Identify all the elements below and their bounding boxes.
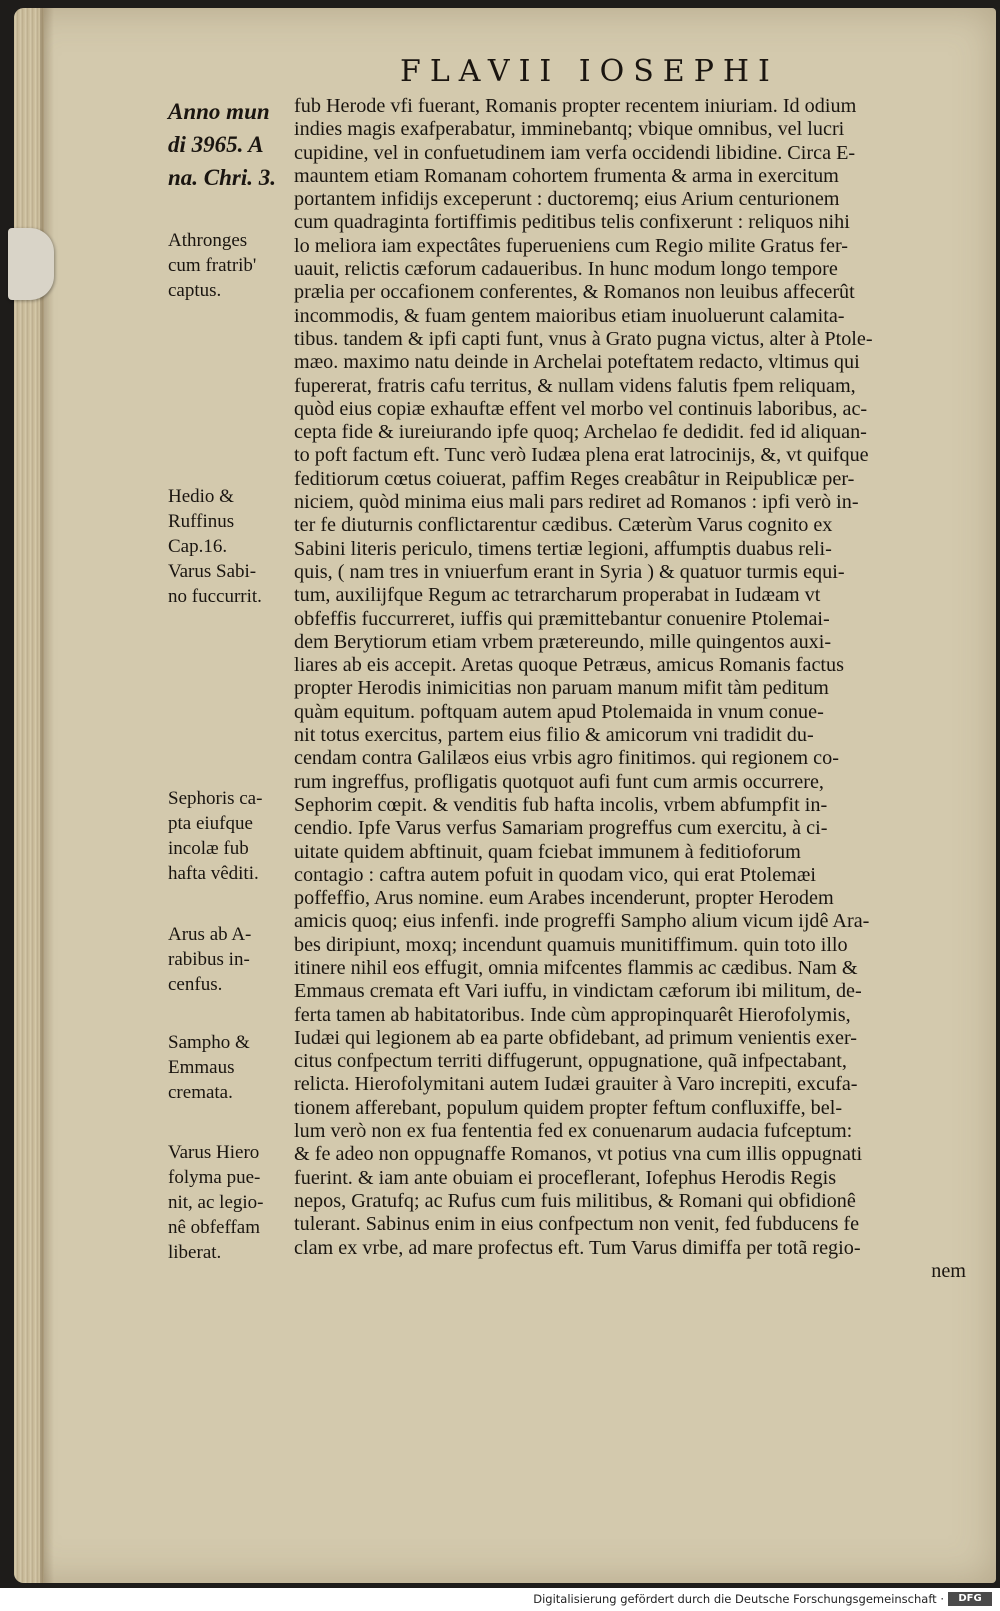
margin-note-line: Varus Sabi- <box>168 561 257 582</box>
page-marker-tab <box>8 228 54 300</box>
text-line: obfeffis fuccurreret, iuffis qui præmittebantur conuenire Ptolemai- <box>294 607 830 630</box>
margin-note-sampho <box>168 1030 288 1105</box>
text-line: poffeffio, Arus nomine. eum Arabes incenderunt, propter Herodem <box>294 887 834 910</box>
text-line: mauntem etiam Romanam cohortem frumenta & arma in exercitum <box>294 164 839 187</box>
text-line: cendio. Ipfe Varus verfus Samariam progreffus cum exercitu, à ci- <box>294 817 828 840</box>
margin-note-varus-hierosolyma <box>168 1140 288 1265</box>
text-line: tulerant. Sabinus enim in eius confpectum non venit, fed fubducens fe <box>294 1213 860 1236</box>
text-line: clam ex vrbe, ad mare profectus eft. Tum Varus dimiffa per totã regio- <box>294 1236 861 1259</box>
text-line: tum, auxilijfque Regum ac tetrarcharum properabat in Iudæam vt <box>294 584 821 607</box>
text-line: bes diripiunt, moxq; incendunt quamuis munitiffimum. quin toto illo <box>294 933 848 956</box>
text-line: & fe adeo non oppugnaffe Romanos, vt potius vna cum illis oppugnati <box>294 1143 863 1166</box>
text-line: to poft factum eft. Tunc verò Iudæa plena erat latrocinijs, &, vt quifque <box>294 444 869 467</box>
margin-note-line: Sampho & <box>168 1032 250 1053</box>
text-line: portantem infidijs exceperunt : ductoremq; eius Arium centurionem <box>294 188 840 211</box>
margin-note-line: Athronges <box>168 230 248 251</box>
text-line: fupererat, fratris cafu territus, & nullam videns falutis fpem reliquam, <box>294 374 856 397</box>
text-line: fuerint. & iam ante obuiam ei proceflerant, Iofephus Herodis Regis <box>294 1166 837 1189</box>
text-line: citus confpectum territi diffugerunt, oppugnatione, quã infpectabant, <box>294 1050 847 1073</box>
margin-year-line: Anno mun <box>168 99 270 124</box>
text-line: prælia per occafionem conferentes, & Romanos non leuibus affecerût <box>294 281 855 304</box>
margin-note-line: Ruffinus <box>168 511 235 532</box>
text-line: cendam contra Galilæos eius vrbis agro finitimos. qui regionem co- <box>294 747 839 770</box>
text-line: amicis quoq; eius infenfi. inde progreffi Sampho alium vicum ijdê Ara- <box>294 910 870 933</box>
margin-note-line: Cap.16. <box>168 536 228 557</box>
text-line: dem Berytiorum etiam vrbem prætereundo, mille quingentos auxi- <box>294 630 832 653</box>
margin-note-line: no fuccurrit. <box>168 586 262 607</box>
text-line: fub Herode vfi fuerant, Romanis propter recentem iniuriam. Id odium <box>294 95 857 117</box>
body-text-column <box>294 95 974 1283</box>
text-line: itinere nihil eos effugit, omnia mifcentes flammis ac cædibus. Nam & <box>294 956 858 979</box>
margin-note-line: Emmaus <box>168 1057 235 1078</box>
text-line: contagio : caftra autem pofuit in quodam vico, qui erat Ptolemæi <box>294 863 816 886</box>
margin-note-line: nê obfeffam <box>168 1217 260 1238</box>
text-line: ferta tamen ab habitatoribus. Inde cùm appropinquarêt Hierofolymis, <box>294 1003 851 1026</box>
text-line: uitate quidem abftinuit, quam fciebat immunem à feditioforum <box>294 840 801 863</box>
margin-note-varus-sabino <box>168 484 288 609</box>
margin-note-line: cremata. <box>168 1082 233 1103</box>
text-line: incommodis, & fuam gentem maioribus etiam inuoluerunt calamita- <box>294 304 845 327</box>
margin-note-line: pta eiufque <box>168 813 253 834</box>
margin-note-line: Sephoris ca- <box>168 788 263 809</box>
margin-note-sephoris <box>168 786 288 886</box>
text-line: ter fe diuturnis conflictarentur cædibus. Cæterùm Varus cognito ex <box>294 514 833 537</box>
text-line: mæo. maximo natu deinde in Archelai poteftatem redacto, vltimus qui <box>294 351 860 374</box>
text-line: nepos, Gratufq; ac Rufus cum fuis militibus, & Romani qui obfidionê <box>294 1189 856 1212</box>
running-title: FLAVII IOSEPHI <box>400 54 779 89</box>
margin-year-note <box>168 95 288 194</box>
text-line: liares ab eis accepit. Aretas quoque Petræus, amicus Romanis factus <box>294 654 844 677</box>
margin-note-arus <box>168 922 288 997</box>
text-line: lum verò non ex fua fententia fed ex conuenarum audacia fufceptum: <box>294 1120 853 1143</box>
text-line: uauit, relictis cæforum cadaueribus. In hunc modum longo tempore <box>294 258 838 281</box>
margin-note-line: incolæ fub <box>168 838 249 859</box>
margin-note-line: liberat. <box>168 1242 222 1263</box>
text-line: feditiorum cœtus coiuerat, paffim Reges creabâtur in Reipublicæ per- <box>294 467 855 490</box>
margin-note-line: nit, ac legio- <box>168 1192 264 1213</box>
margin-note-line: Hedio & <box>168 486 234 507</box>
margin-note-line: folyma pue- <box>168 1167 261 1188</box>
text-line: propter Herodis inimicitias non paruam manum mifit tàm peditum <box>294 677 829 700</box>
text-line: nit totus exercitus, partem eius filio & amicorum vni tradidit du- <box>294 724 814 747</box>
text-line: cepta fide & iureiurando ipfe quoq; Archelao fe dedidit. fed id aliquan- <box>294 421 867 444</box>
text-line: Sabini literis periculo, timens tertiæ legioni, affumptis duabus reli- <box>294 537 832 560</box>
text-line: tibus. tandem & ipfi capti funt, vnus à Grato pugna victus, alter à Ptole- <box>294 327 873 350</box>
text-line: Emmaus cremata eft Vari iuffu, in vindictam cæforum ibi militum, de- <box>294 980 862 1003</box>
text-line: lo meliora iam expectâtes fuperueniens cum Regio milite Gratus fer- <box>294 234 848 257</box>
margin-note-line: captus. <box>168 280 222 301</box>
text-line: quis, ( nam tres in vniuerfum erant in Syria ) & quatuor turmis equi- <box>294 560 845 583</box>
dfg-logo: DFG <box>948 1592 992 1606</box>
text-line: rum ingreffus, profligatis quotquot aufi funt cum armis occurrere, <box>294 770 824 793</box>
text-line: niciem, quòd minima eius mali pars rediret ad Romanos : ipfi verò in- <box>294 491 859 514</box>
text-line: quòd eius copiæ exhauftæ effent vel morbo vel continuis laboribus, ac- <box>294 397 868 420</box>
funding-credit: Digitalisierung gefördert durch die Deutsche Forschungsgemeinschaft · <box>533 1592 944 1606</box>
margin-note-line: Varus Hiero <box>168 1142 260 1163</box>
margin-year-line: di 3965. A <box>168 132 264 157</box>
margin-note-line: hafta vêditi. <box>168 863 259 884</box>
margin-note-line: cum fratrib' <box>168 255 257 276</box>
margin-note-athronges <box>168 228 288 303</box>
text-line: indies magis exafperabatur, imminebantq; vbique omnibus, vel lucri <box>294 118 845 141</box>
text-line: tionem afferebant, populum quidem propter feftum confluxiffe, bel- <box>294 1096 843 1119</box>
margin-note-line: cenfus. <box>168 974 223 995</box>
footer-bar <box>0 1588 1000 1611</box>
text-line: Iudæi qui legionem ab ea parte obfidebant, ad primum venientis exer- <box>294 1026 857 1049</box>
margin-note-line: rabibus in- <box>168 949 250 970</box>
margin-year-line: na. Chri. 3. <box>168 165 277 190</box>
margin-note-line: Arus ab A- <box>168 924 252 945</box>
text-line: relicta. Hierofolymitani autem Iudæi grauiter à Varo increpiti, excufa- <box>294 1073 858 1096</box>
text-line: quàm equitum. poftquam autem apud Ptolemaida in vnum conue- <box>294 700 824 723</box>
text-line: cupidine, vel in confuetudinem iam verfa occidendi libidine. Circa E- <box>294 141 856 164</box>
text-line: Sephorim cœpit. & venditis fub hafta incolis, vrbem abfumpfit in- <box>294 793 828 816</box>
catchword: nem <box>931 1259 966 1282</box>
text-line: cum quadraginta fortiffimis peditibus telis confixerunt : reliquos nihi <box>294 211 850 234</box>
